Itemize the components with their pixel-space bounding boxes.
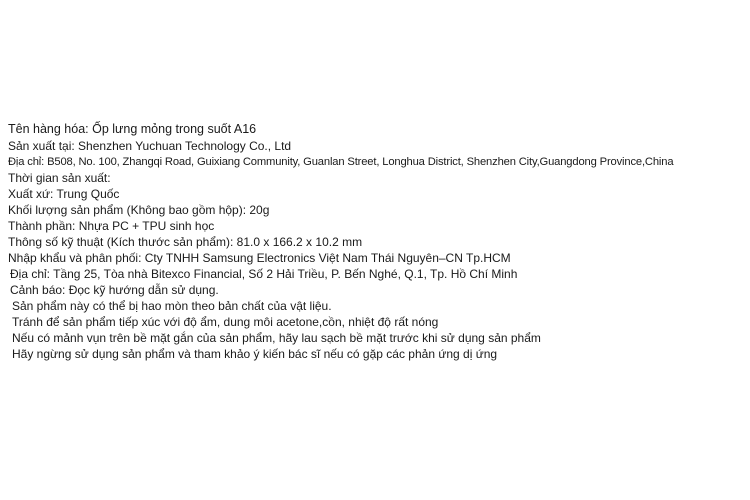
importer-line: Nhập khẩu và phân phối: Cty TNHH Samsung Electronics Việt Nam Thái Nguyên–CN Tp.HCM: [8, 251, 511, 265]
weight-line: Khối lượng sản phẩm (Không bao gồm hộp): 20g: [8, 203, 270, 217]
production-time-line: Thời gian sản xuất:: [8, 171, 111, 185]
warning-wear-line: Sản phẩm này có thể bị hao mòn theo bản chất của vật liệu.: [12, 299, 332, 313]
manufacturer-line: Sản xuất tại: Shenzhen Yuchuan Technology Co., Ltd: [8, 139, 292, 153]
manufacturer-address-line: Địa chỉ: B508, No. 100, Zhangqi Road, Guixiang Community, Guanlan Street, Longhua District, Shenzhen City,Guangdong Province,China: [8, 156, 674, 168]
importer-address-line: Địa chỉ: Tầng 25, Tòa nhà Bitexco Financial, Số 2 Hải Triều, P. Bến Nghé, Q.1, Tp. Hồ Chí Minh: [10, 267, 518, 281]
warning-line: Cảnh báo: Đọc kỹ hướng dẫn sử dụng.: [10, 283, 219, 297]
origin-line: Xuất xứ: Trung Quốc: [8, 187, 120, 201]
composition-line: Thành phần: Nhựa PC + TPU sinh học: [8, 219, 215, 233]
warning-debris-line: Nếu có mảnh vụn trên bề mặt gắn của sản phẩm, hãy lau sạch bề mặt trước khi sử dụng sản phẩm: [12, 331, 541, 345]
warning-allergy-line: Hãy ngừng sử dụng sản phẩm và tham khảo ý kiến bác sĩ nếu có gặp các phản ứng dị ứng: [12, 347, 498, 361]
warning-exposure-line: Tránh để sản phẩm tiếp xúc với độ ẩm, dung môi acetone,cồn, nhiệt độ rất nóng: [12, 315, 439, 329]
specifications-line: Thông số kỹ thuật (Kích thước sản phẩm): 81.0 x 166.2 x 10.2 mm: [8, 235, 363, 249]
product-name-line: Tên hàng hóa: Ốp lưng mỏng trong suốt A16: [8, 122, 257, 136]
